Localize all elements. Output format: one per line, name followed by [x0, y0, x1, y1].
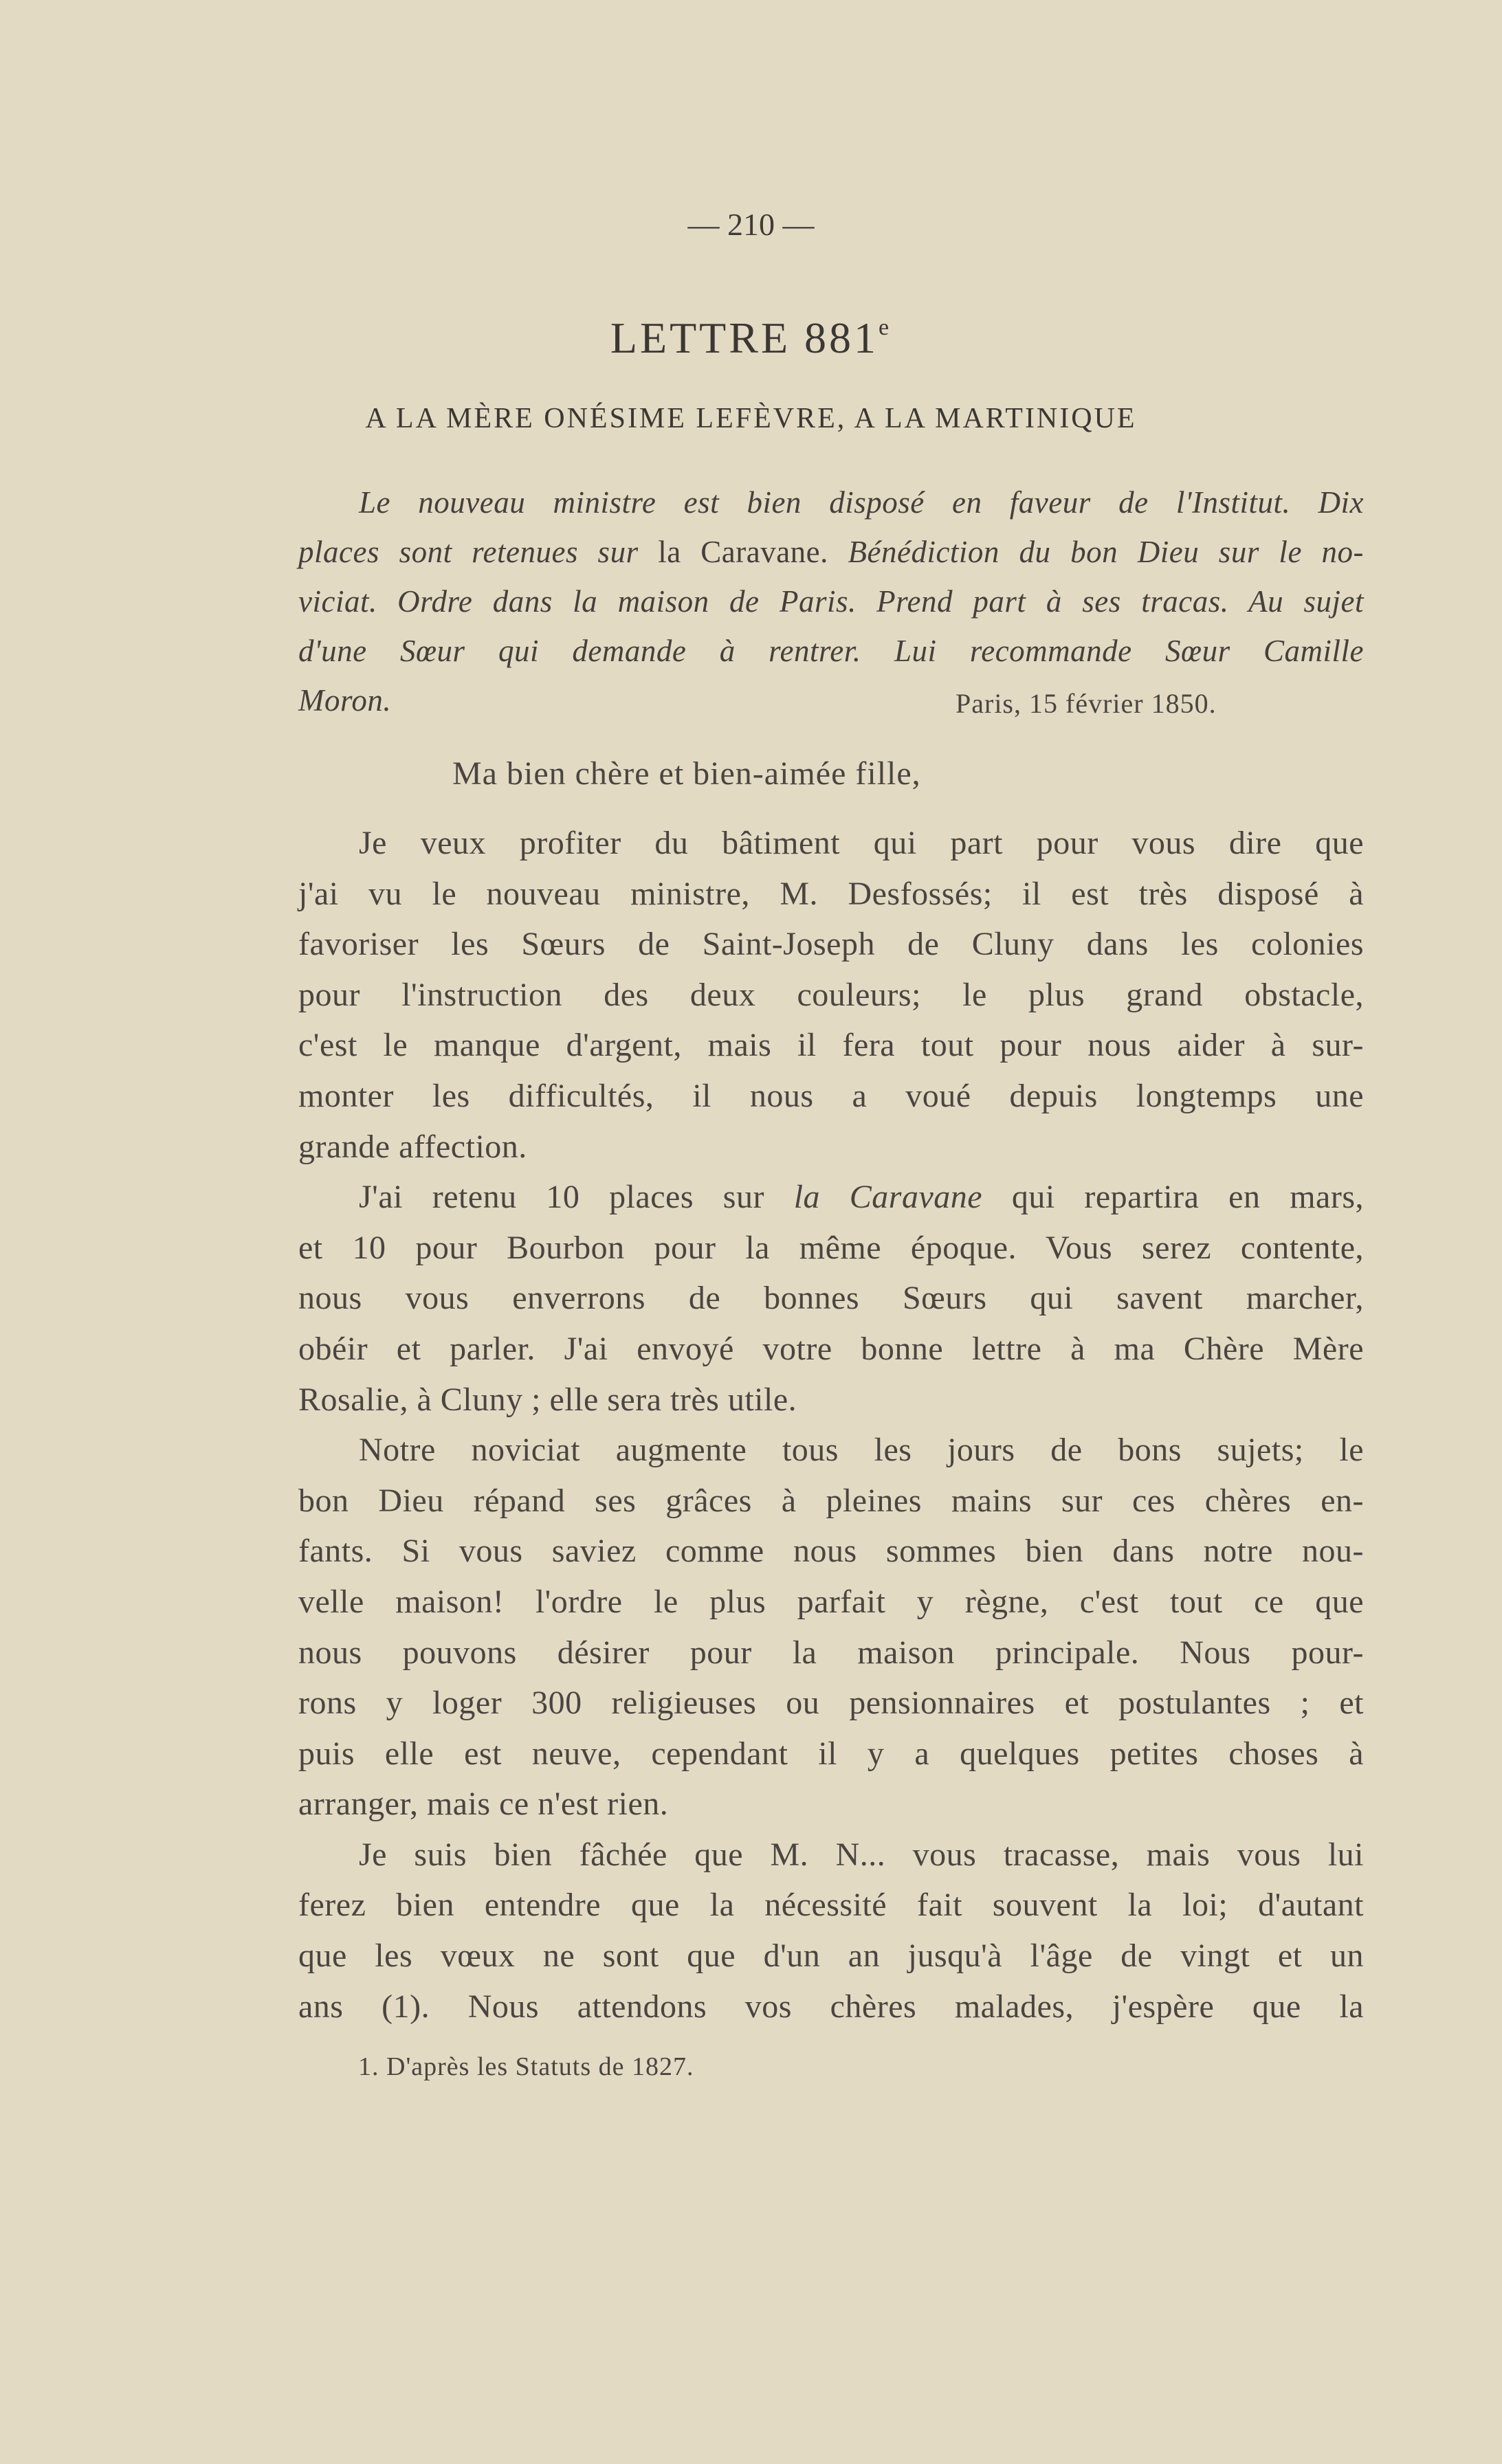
text-segment: monter les difficultés, il nous a voué depuis longtemps une: [298, 1077, 1364, 1114]
text-line: [298, 1830, 1364, 1880]
text-line: [298, 1779, 1364, 1830]
text-line: [298, 1324, 1364, 1375]
text-segment: ans (1). Nous attendons vos chères malades, j'espère que la: [298, 1988, 1364, 2025]
text-segment: bon Dieu répand ses grâces à pleines mains sur ces chères en-: [298, 1482, 1364, 1519]
text-segment: qui repartira en mars,: [982, 1179, 1365, 1216]
text-line: [298, 577, 1364, 626]
letter-title-superscript: e: [879, 315, 892, 340]
text-line: [298, 1526, 1364, 1577]
text-segment: obéir et parler. J'ai envoyé votre bonne lettre à ma Chère Mère: [298, 1330, 1364, 1367]
text-line: [298, 1375, 1364, 1425]
text-line: [298, 1071, 1364, 1122]
text-segment: places sont retenues sur: [298, 535, 659, 569]
text-line: [298, 478, 1364, 527]
text-segment: ferez bien entendre que la nécessité fait souvent la loi; d'autant: [298, 1887, 1364, 1924]
text-line: [298, 1172, 1364, 1223]
letter-recipient: A LA MÈRE ONÉSIME LEFÈVRE, A LA MARTINIQUE: [365, 403, 1137, 434]
text-segment: la Caravane.: [658, 535, 848, 569]
text-segment: Le nouveau ministre est bien disposé en faveur de l'Institut. Dix: [359, 485, 1364, 520]
text-line: [298, 1931, 1364, 1982]
salutation: Ma bien chère et bien-aimée fille,: [452, 755, 921, 792]
text-segment: pour l'instruction des deux couleurs; le plus grand obstacle,: [298, 976, 1364, 1013]
text-segment: Notre noviciat augmente tous les jours de bons sujets; le: [359, 1432, 1364, 1469]
paragraph: [298, 818, 1364, 1172]
letter-title-text: LETTRE 881: [610, 313, 879, 362]
text-segment: d'une Sœur qui demande à rentrer. Lui recommande Sœur Camille: [298, 634, 1364, 668]
text-segment: favoriser les Sœurs de Saint-Joseph de Cluny dans les colonies: [298, 926, 1364, 963]
text-segment: viciat. Ordre dans la maison de Paris. Prend part à ses tracas. Au sujet: [298, 584, 1364, 619]
text-segment: rons y loger 300 religieuses ou pensionnaires et postulantes ; et: [298, 1685, 1364, 1722]
text-line: [298, 869, 1364, 920]
text-segment: c'est le manque d'argent, mais il fera tout pour nous aider à sur-: [298, 1027, 1364, 1064]
text-line: [298, 1020, 1364, 1071]
text-line: [298, 1982, 1364, 2032]
text-segment: fants. Si vous saviez comme nous sommes bien dans notre nou-: [298, 1533, 1364, 1570]
letter-title: [0, 313, 1502, 364]
page-number: — 210 —: [687, 207, 815, 242]
text-segment: nous pouvons désirer pour la maison principale. Nous pour-: [298, 1634, 1364, 1671]
text-segment: Rosalie, à Cluny ; elle sera très utile.: [298, 1381, 797, 1418]
text-segment: Je veux profiter du bâtiment qui part pour vous dire que: [359, 825, 1364, 861]
text-line: [298, 1476, 1364, 1527]
text-segment: grande affection.: [298, 1128, 527, 1165]
text-line: [298, 1577, 1364, 1628]
text-segment: puis elle est neuve, cependant il y a quelques petites choses à: [298, 1735, 1364, 1772]
text-segment: velle maison! l'ordre le plus parfait y règne, c'est tout ce que: [298, 1583, 1364, 1620]
text-line: [298, 1273, 1364, 1324]
paragraph: [298, 1830, 1364, 2032]
letter-date: Paris, 15 février 1850.: [956, 688, 1217, 719]
text-segment: Je suis bien fâchée que M. N... vous tracasse, mais vous lui: [359, 1836, 1364, 1873]
text-line: [298, 1628, 1364, 1678]
text-line: [298, 1425, 1364, 1476]
text-line: [298, 970, 1364, 1021]
text-line: [298, 1223, 1364, 1274]
text-line: [298, 527, 1364, 577]
text-line: [298, 919, 1364, 970]
text-segment: que les vœux ne sont que d'un an jusqu'à l'âge de vingt et un: [298, 1938, 1364, 1975]
text-segment: et 10 pour Bourbon pour la même époque. Vous serez contente,: [298, 1229, 1364, 1266]
text-segment: J'ai retenu 10 places sur: [359, 1179, 794, 1216]
text-line: [298, 1880, 1364, 1931]
text-segment: nous vous enverrons de bonnes Sœurs qui savent marcher,: [298, 1280, 1364, 1317]
footnote: 1. D'après les Statuts de 1827.: [358, 2052, 694, 2081]
text-line: [298, 1729, 1364, 1779]
text-line: [298, 818, 1364, 869]
text-segment: arranger, mais ce n'est rien.: [298, 1786, 669, 1823]
paragraph: [298, 1172, 1364, 1425]
text-segment: la Caravane: [793, 1179, 983, 1216]
text-line: [298, 1678, 1364, 1729]
text-segment: j'ai vu le nouveau ministre, M. Desfossés; il est très disposé à: [298, 875, 1364, 912]
text-segment: Moron.: [298, 683, 392, 718]
text-line: [298, 1122, 1364, 1173]
text-segment: Bénédiction du bon Dieu sur le no-: [848, 535, 1364, 569]
text-line: [298, 626, 1364, 676]
paragraph: [298, 1425, 1364, 1830]
letter-body: [298, 818, 1364, 2032]
